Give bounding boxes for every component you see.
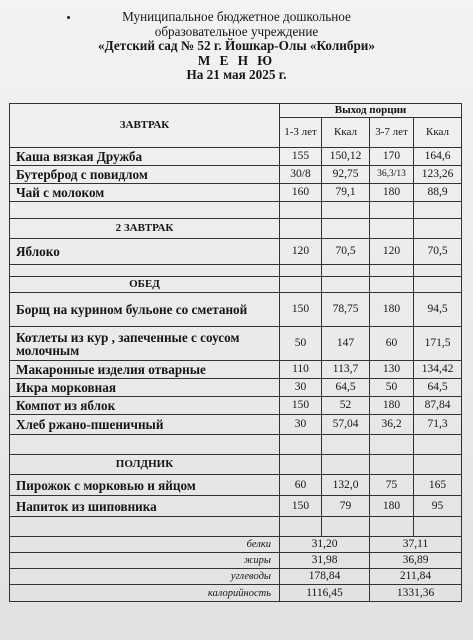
section-second-breakfast: 2 ЗАВТРАК [10,219,280,239]
dish-name: Каша вязкая Дружба [10,148,280,166]
kcal-3-7: 94,5 [414,293,462,327]
menu-row [10,415,462,435]
menu-title: М Е Н Ю [197,52,276,68]
total-3-7: 211,84 [370,569,462,585]
portion-1-3: 160 [280,184,322,202]
total-label: калорийность [10,585,280,602]
kcal-1-3: 79 [322,496,370,517]
portion-output-header: Выход порции [280,104,462,118]
portion-3-7: 75 [370,475,414,496]
kcal-3-7: 164,6 [414,148,462,166]
total-1-3: 31,20 [280,537,370,553]
dish-name: Борщ на курином бульоне со сметаной [10,293,280,327]
section-row [10,219,462,239]
portion-3-7: 180 [370,397,414,415]
menu-row [10,166,462,184]
portion-1-3: 50 [280,327,322,361]
kcal-1-3: 78,75 [322,293,370,327]
menu-row [10,239,462,265]
dish-name: Икра морковная [10,379,280,397]
menu-row [10,475,462,496]
dish-name: Пирожок с морковью и яйцом [10,475,280,496]
section-row [10,455,462,475]
kcal-1-3: 52 [322,397,370,415]
menu-row [10,148,462,166]
org-name-line-3: «Детский сад № 52 г. Йошкар-Олы «Колибри» [98,38,375,54]
kcal-3-7: 95 [414,496,462,517]
portion-3-7: 50 [370,379,414,397]
totals-row [10,569,462,585]
portion-3-7: 180 [370,184,414,202]
menu-row [10,361,462,379]
kcal-1-3: 64,5 [322,379,370,397]
menu-row [10,327,462,361]
menu-row [10,379,462,397]
total-1-3: 1116,45 [280,585,370,602]
kcal-3-7: 64,5 [414,379,462,397]
org-name-line-1: Муниципальное бюджетное дошкольное [122,9,351,24]
kcal-3-7: 134,42 [414,361,462,379]
dish-name: Хлеб ржано-пшеничный [10,415,280,435]
total-label: углеводы [10,569,280,585]
portion-3-7: 36,2 [370,415,414,435]
portion-1-3: 30 [280,415,322,435]
portion-1-3: 30/8 [280,166,322,184]
section-lunch: ОБЕД [10,277,280,293]
portion-3-7: 60 [370,327,414,361]
col-age-1-3: 1-3 лет [280,118,322,148]
menu-row [10,184,462,202]
spacer-row [10,435,462,455]
total-3-7: 36,89 [370,553,462,569]
kcal-3-7: 70,5 [414,239,462,265]
kcal-1-3: 92,75 [322,166,370,184]
portion-1-3: 30 [280,379,322,397]
kcal-1-3: 79,1 [322,184,370,202]
total-3-7: 1331,36 [370,585,462,602]
org-name-line-2: образовательное учреждение [154,23,319,39]
spacer-row [10,265,462,277]
total-1-3: 31,98 [280,553,370,569]
dish-name: Компот из яблок [10,397,280,415]
menu-table [9,103,462,602]
kcal-3-7: 123,26 [414,166,462,184]
kcal-1-3: 70,5 [322,239,370,265]
menu-date: На 21 мая 2025 г. [186,67,287,83]
kcal-3-7: 71,3 [414,415,462,435]
kcal-3-7: 88,9 [414,184,462,202]
portion-1-3: 150 [280,496,322,517]
col-age-3-7: 3-7 лет [370,118,414,148]
kcal-1-3: 147 [322,327,370,361]
totals-row [10,553,462,569]
menu-header [0,10,473,83]
portion-3-7: 36,3/13 [370,166,414,184]
totals-row [10,537,462,553]
section-breakfast: ЗАВТРАК [10,104,280,148]
portion-3-7: 180 [370,293,414,327]
portion-1-3: 110 [280,361,322,379]
portion-1-3: 150 [280,293,322,327]
kcal-1-3: 150,12 [322,148,370,166]
kcal-3-7: 87,84 [414,397,462,415]
spacer-row [10,202,462,219]
section-snack: ПОЛДНИК [10,455,280,475]
totals-row [10,585,462,602]
kcal-1-3: 132,0 [322,475,370,496]
total-1-3: 178,84 [280,569,370,585]
total-label: жиры [10,553,280,569]
portion-3-7: 180 [370,496,414,517]
dish-name: Котлеты из кур , запеченные с соусом молочным [10,327,280,361]
menu-row [10,397,462,415]
portion-1-3: 120 [280,239,322,265]
spacer-row [10,517,462,537]
dish-name: Напиток из шиповника [10,496,280,517]
col-kcal-2: Ккал [414,118,462,148]
dish-name: Бутерброд с повидлом [10,166,280,184]
portion-1-3: 150 [280,397,322,415]
dish-name: Чай с молоком [10,184,280,202]
kcal-1-3: 113,7 [322,361,370,379]
dish-name: Яблоко [10,239,280,265]
dish-name: Макаронные изделия отварные [10,361,280,379]
kcal-3-7: 171,5 [414,327,462,361]
menu-row [10,293,462,327]
portion-1-3: 60 [280,475,322,496]
portion-3-7: 170 [370,148,414,166]
portion-3-7: 130 [370,361,414,379]
portion-1-3: 155 [280,148,322,166]
col-kcal-1: Ккал [322,118,370,148]
total-3-7: 37,11 [370,537,462,553]
menu-row [10,496,462,517]
portion-3-7: 120 [370,239,414,265]
total-label: белки [10,537,280,553]
kcal-3-7: 165 [414,475,462,496]
section-row [10,277,462,293]
kcal-1-3: 57,04 [322,415,370,435]
